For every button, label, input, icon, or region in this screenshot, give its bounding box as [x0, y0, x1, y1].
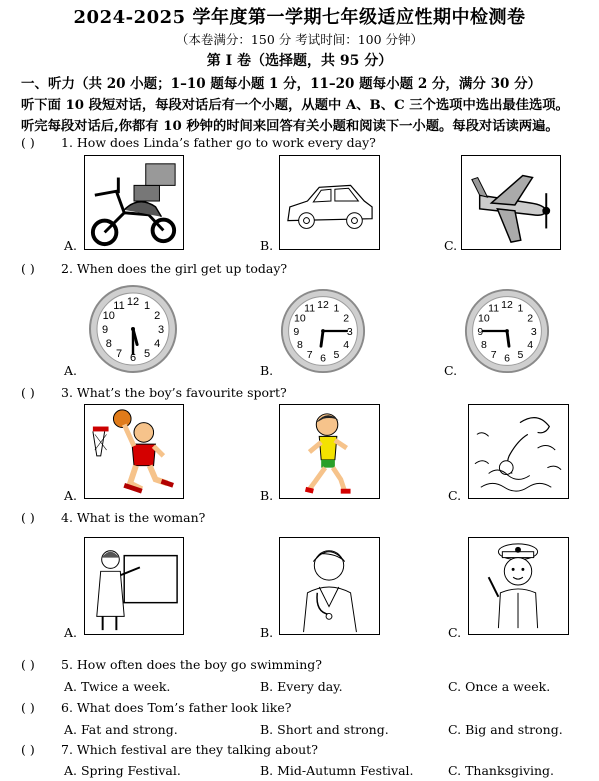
clock-icon[interactable] — [280, 288, 366, 374]
clock-numeral: 8 — [480, 339, 487, 352]
question-text: 2. When does the girl get up today? — [61, 261, 288, 276]
doctor-icon — [280, 538, 379, 634]
option-label-b: B. — [260, 363, 274, 378]
clock-numeral: 9 — [477, 325, 484, 338]
car-icon — [280, 156, 379, 249]
question-text: 4. What is the woman? — [61, 510, 206, 525]
clock-numeral: 2 — [343, 312, 350, 325]
answer-blank[interactable]: ( ) — [21, 700, 35, 715]
clock-numeral: 1 — [333, 302, 340, 315]
answer-blank[interactable]: ( ) — [21, 135, 35, 150]
option-label-a: A. — [64, 488, 78, 503]
clock-numeral: 3 — [530, 325, 537, 338]
question-4 — [21, 510, 205, 525]
question-1 — [21, 135, 376, 150]
question-text: 1. How does Linda’s father go to work every day? — [61, 135, 376, 150]
option-c[interactable]: C. Once a week. — [448, 679, 551, 694]
clock-numeral: 4 — [343, 339, 350, 352]
clock-numeral: 3 — [346, 325, 353, 338]
motorcycle-icon — [85, 156, 183, 249]
clock-numeral: 10 — [102, 310, 115, 322]
option-label-c: C. — [444, 238, 458, 253]
clock-numeral: 9 — [293, 325, 300, 338]
instruction-2: 听完每段对话后,你都有 10 秒钟的时间来回答有关小题和阅读下一小题。每段对话读两遍。 — [21, 119, 559, 134]
clock-numeral: 7 — [115, 348, 123, 361]
clock-numeral: 7 — [490, 348, 497, 361]
question-7 — [21, 742, 318, 757]
answer-blank[interactable]: ( ) — [21, 510, 35, 525]
clock-numeral: 5 — [143, 348, 151, 361]
option-label-c: C. — [444, 363, 458, 378]
basketball-player-icon — [85, 405, 183, 498]
clock-numeral: 12 — [317, 299, 329, 312]
option-label-b: B. — [260, 488, 274, 503]
option-a[interactable]: A. Twice a week. — [64, 679, 171, 694]
option-label-a: A. — [64, 238, 78, 253]
running-boy-icon — [280, 405, 379, 498]
clock-numeral: 11 — [304, 302, 316, 315]
option-label-c: C. — [448, 625, 462, 640]
clock-numeral: 4 — [154, 338, 161, 350]
question-5 — [21, 657, 322, 672]
clock-numeral: 4 — [527, 339, 534, 352]
question-6 — [21, 700, 291, 715]
answer-blank[interactable]: ( ) — [21, 742, 35, 757]
question-text: 3. What’s the boy’s favourite sport? — [61, 385, 287, 400]
option-c[interactable]: C. Thanksgiving. — [448, 763, 555, 778]
clock-numeral: 6 — [504, 352, 510, 365]
instruction-1: 听下面 10 段短对话，每段对话后有一个小题，从题中 A、B、C 三个选项中选出最佳选项。 — [21, 98, 569, 113]
option-b[interactable]: B. Every day. — [260, 679, 343, 694]
clock-numeral: 7 — [306, 348, 313, 361]
option-c-image[interactable] — [461, 155, 561, 250]
swimmer-icon — [469, 405, 568, 498]
clock-numeral: 8 — [296, 339, 303, 352]
clock-numeral: 5 — [333, 348, 340, 361]
clock-icon[interactable] — [464, 288, 550, 374]
clock-numeral: 1 — [517, 302, 524, 315]
hour-hand — [321, 331, 323, 346]
option-c-image[interactable] — [468, 537, 569, 635]
option-b[interactable]: B. Short and strong. — [260, 722, 389, 737]
answer-blank[interactable]: ( ) — [21, 657, 35, 672]
option-label-a: A. — [64, 625, 78, 640]
clock-numeral: 2 — [154, 310, 161, 322]
question-2 — [21, 261, 287, 276]
option-label-b: B. — [260, 238, 274, 253]
clock-numeral: 6 — [129, 352, 137, 364]
clock-numeral: 10 — [294, 312, 306, 325]
exam-info: （本卷满分：150 分 考试时间：100 分钟） — [175, 32, 424, 47]
option-label-b: B. — [260, 625, 274, 640]
option-label-a: A. — [64, 363, 78, 378]
question-text: 7. Which festival are they talking about? — [61, 742, 318, 757]
clock-numeral: 1 — [143, 299, 151, 312]
clock-numeral: 9 — [101, 324, 109, 336]
clock-numeral: 2 — [527, 312, 534, 325]
clock-numeral: 11 — [488, 302, 500, 315]
clock-numeral: 12 — [501, 299, 513, 312]
clock-numeral: 6 — [320, 352, 326, 365]
hour-hand — [507, 331, 509, 346]
clock-numeral: 3 — [157, 324, 165, 336]
option-c[interactable]: C. Big and strong. — [448, 722, 563, 737]
answer-blank[interactable]: ( ) — [21, 261, 35, 276]
option-a-image[interactable] — [84, 537, 184, 635]
option-b[interactable]: B. Mid-Autumn Festival. — [260, 763, 414, 778]
clock-icon[interactable] — [88, 284, 178, 374]
airplane-icon — [462, 156, 560, 249]
option-b-image[interactable] — [279, 155, 380, 250]
question-3 — [21, 385, 287, 400]
clock-numeral: 5 — [517, 348, 524, 361]
option-a-image[interactable] — [84, 155, 184, 250]
option-c-image[interactable] — [468, 404, 569, 499]
part-title: 第 I 卷（选择题，共 95 分） — [206, 53, 393, 69]
option-a-image[interactable] — [84, 404, 184, 499]
page-title: 2024-2025 学年度第一学期七年级适应性期中检测卷 — [73, 7, 526, 28]
clock-numeral: 10 — [478, 312, 490, 325]
option-b-image[interactable] — [279, 404, 380, 499]
option-a[interactable]: A. Spring Festival. — [64, 763, 181, 778]
section-title: 一、听力（共 20 小题；1–10 题每小题 1 分，11–20 题每小题 2 分，满分 30 分） — [21, 76, 542, 92]
clock-numeral: 11 — [113, 299, 125, 312]
option-b-image[interactable] — [279, 537, 380, 635]
option-a[interactable]: A. Fat and strong. — [64, 722, 178, 737]
teacher-icon — [85, 538, 183, 634]
answer-blank[interactable]: ( ) — [21, 385, 35, 400]
clock-numeral: 12 — [126, 296, 140, 308]
question-text: 5. How often does the boy go swimming? — [61, 657, 322, 672]
police-officer-icon — [469, 538, 568, 634]
option-label-c: C. — [448, 488, 462, 503]
clock-numeral: 8 — [105, 338, 112, 350]
question-text: 6. What does Tom’s father look like? — [61, 700, 292, 715]
